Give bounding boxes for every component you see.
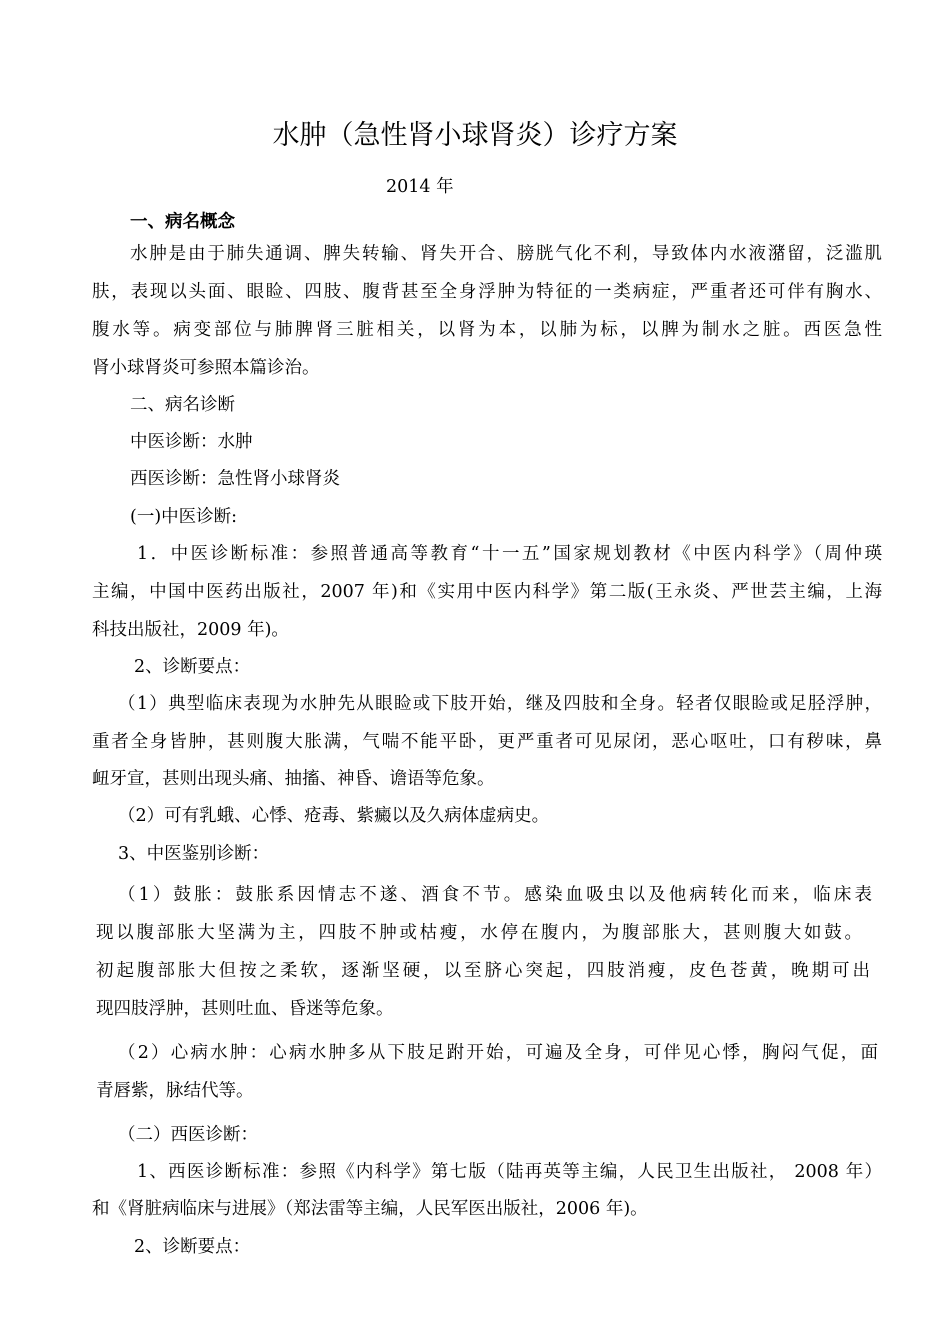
paragraph-line: 肤，表现以头面、眼睑、四肢、腹背甚至全身浮肿为特征的一类病症，严重者还可伴有胸水、 [92,282,882,302]
paragraph-line: 现以腹部胀大坚满为主，四肢不肿或枯瘦，水停在腹内，为腹部胀大，甚则腹大如鼓。 [96,923,862,943]
paragraph-line: 腹水等。病变部位与肺脾肾三脏相关，以肾为本，以肺为标，以脾为制水之脏。西医急性 [92,320,882,340]
paragraph-line: 和《肾脏病临床与进展》（郑法雷等主编，人民军医出版社，2006 年)。 [92,1199,648,1219]
paragraph-line: 1．中医诊断标准：参照普通高等教育“十一五”国家规划教材《中医内科学》（周仲瑛 [137,544,882,564]
paragraph-line: 重者全身皆肿，甚则腹大胀满，气喘不能平卧，更严重者可见尿闭，恶心呕吐，口有秽味，鼻 [92,732,882,752]
paragraph-line: （2）可有乳蛾、心悸、疮毒、紫癜以及久病体虚病史。 [118,806,550,826]
paragraph-line: 青唇紫，脉结代等。 [96,1081,254,1101]
paragraph-line: 科技出版社，2009 年)。 [92,620,289,640]
diagnosis-points-heading: 2、诊断要点： [134,657,251,677]
subsection-heading-tcm: (一)中医诊断: [130,507,238,527]
paragraph-line: （1）鼓胀：鼓胀系因情志不遂、酒食不节。感染血吸虫以及他病转化而来，临床表 [118,885,872,905]
document-year: 2014 年 [386,177,454,197]
paragraph-line: 衄牙宣，甚则出现头痛、抽搐、神昏、谵语等危象。 [92,769,495,789]
tcm-diagnosis: 中医诊断：水肿 [130,432,253,452]
paragraph-line: 肾小球肾炎可参照本篇诊治。 [92,358,320,378]
paragraph-line: 初起腹部胀大但按之柔软，逐渐坚硬，以至脐心突起，四肢消瘦，皮色苍黄，晚期可出 [96,961,870,981]
paragraph-line: （1）典型临床表现为水肿先从眼睑或下肢开始，继及四肢和全身。轻者仅眼睑或足胫浮肿， [118,694,882,714]
document-title: 水肿（急性肾小球肾炎）诊疗方案 [272,120,678,151]
paragraph-line: 水肿是由于肺失通调、脾失转输、肾失开合、膀胱气化不利，导致体内水液潴留，泛滥肌 [130,244,882,264]
paragraph-line: 主编，中国中医药出版社，2007 年)和《实用中医内科学》第二版(王永炎、严世芸主编，上海 [92,582,882,602]
section-heading-diagnosis: 二、病名诊断 [130,395,235,415]
paragraph-line: 现四肢浮肿，甚则吐血、昏迷等危象。 [96,999,394,1019]
section-heading-concept: 一、病名概念 [130,212,235,232]
paragraph-line: 1、西医诊断标准：参照《内科学》第七版（陆再英等主编，人民卫生出版社， 2008 年） [137,1162,882,1182]
subsection-heading-western: （二）西医诊断： [118,1125,258,1145]
differential-heading: 3、中医鉴别诊断： [118,844,270,864]
western-diagnosis: 西医诊断：急性肾小球肾炎 [130,469,340,489]
western-points-heading: 2、诊断要点： [134,1237,251,1257]
paragraph-line: （2）心病水肿：心病水肿多从下肢足跗开始，可遍及全身，可伴见心悸，胸闷气促，面 [118,1043,878,1063]
